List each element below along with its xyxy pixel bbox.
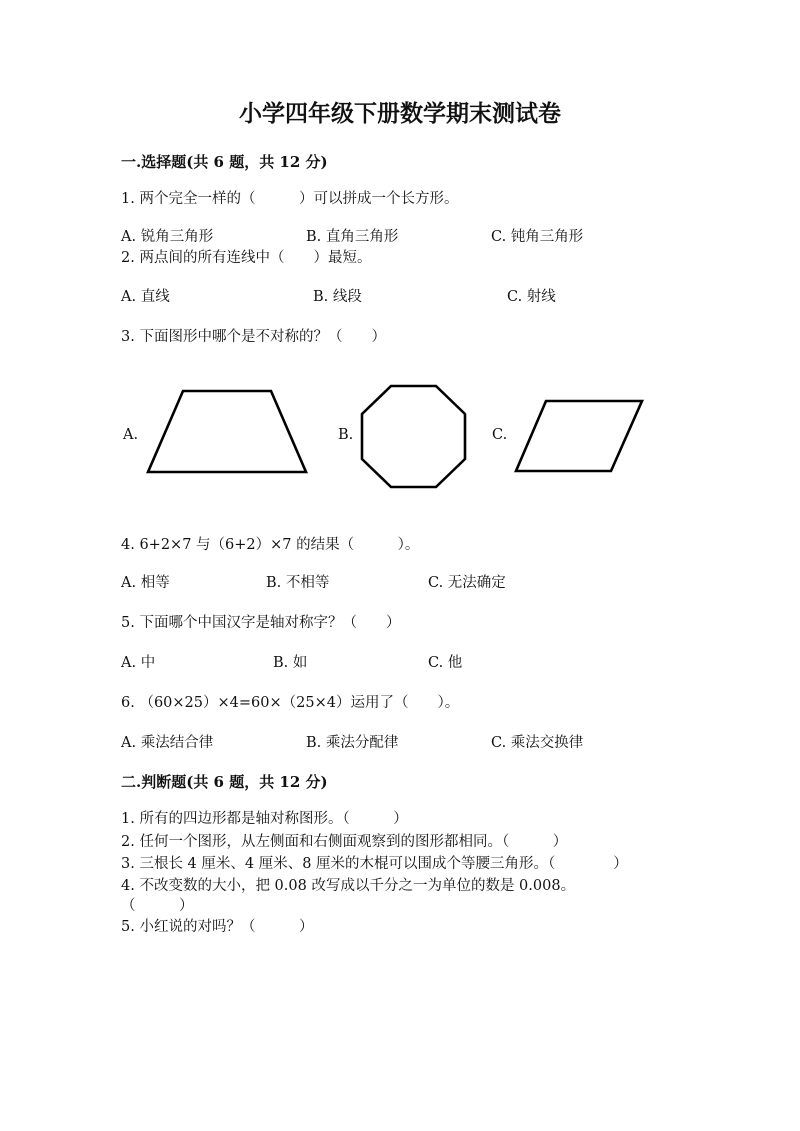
- judgement-item-4-bracket: （ ）: [121, 898, 194, 914]
- question-6-option-b[interactable]: B. 乘法分配律: [306, 735, 399, 751]
- question-3-option-b[interactable]: B.: [338, 427, 354, 443]
- judgement-item-5: 5. 小红说的对吗？（ ）: [121, 919, 314, 935]
- question-4: 4. 6+2×7 与（6+2）×7 的结果（ ）。: [121, 537, 420, 553]
- question-6: 6. （60×25）×4=60×（25×4）运用了（ ）。: [121, 695, 460, 711]
- octagon-shape: [362, 386, 465, 487]
- question-1-option-a[interactable]: A. 锐角三角形: [121, 229, 214, 245]
- judgement-item-3: 3. 三根长 4 厘米、4 厘米、8 厘米的木棍可以围成个等腰三角形。（ ）: [121, 856, 628, 872]
- question-3: 3. 下面图形中哪个是不对称的？（ ）: [121, 329, 386, 345]
- question-1: 1. 两个完全一样的（ ）可以拼成一个长方形。: [121, 191, 459, 207]
- question-5-option-a[interactable]: A. 中: [121, 655, 156, 671]
- question-6-option-c[interactable]: C. 乘法交换律: [491, 735, 584, 751]
- question-4-option-b[interactable]: B. 不相等: [266, 575, 330, 591]
- question-6-option-a[interactable]: A. 乘法结合律: [121, 735, 214, 751]
- parallelogram-shape: [516, 401, 642, 471]
- judgement-item-2: 2. 任何一个图形，从左侧面和右侧面观察到的图形都相同。（ ）: [121, 834, 568, 850]
- question-4-option-c[interactable]: C. 无法确定: [428, 575, 506, 591]
- question-1-option-b[interactable]: B. 直角三角形: [306, 229, 399, 245]
- section-heading-choice: 一.选择题(共 6 题，共 12 分): [121, 153, 328, 171]
- question-5-option-b[interactable]: B. 如: [273, 655, 308, 671]
- question-4-option-a[interactable]: A. 相等: [121, 575, 170, 591]
- question-3-option-c[interactable]: C.: [492, 427, 508, 443]
- question-2-option-a[interactable]: A. 直线: [121, 289, 170, 305]
- question-2: 2. 两点间的所有连线中（ ）最短。: [121, 250, 372, 266]
- question-2-option-c[interactable]: C. 射线: [507, 289, 556, 305]
- question-1-option-c[interactable]: C. 钝角三角形: [491, 229, 584, 245]
- question-2-option-b[interactable]: B. 线段: [313, 289, 362, 305]
- question-5: 5. 下面哪个中国汉字是轴对称字？（ ）: [121, 615, 401, 631]
- section-heading-judgement: 二.判断题(共 6 题，共 12 分): [121, 773, 328, 791]
- judgement-item-1: 1. 所有的四边形都是轴对称图形。（ ）: [121, 811, 408, 827]
- judgement-item-4: 4. 不改变数的大小，把 0.08 改写成以千分之一为单位的数是 0.008。: [121, 878, 576, 894]
- page-title: 小学四年级下册数学期末测试卷: [239, 100, 561, 127]
- question-5-option-c[interactable]: C. 他: [428, 655, 463, 671]
- question-3-option-a[interactable]: A.: [123, 427, 139, 443]
- trapezoid-shape: [148, 391, 306, 472]
